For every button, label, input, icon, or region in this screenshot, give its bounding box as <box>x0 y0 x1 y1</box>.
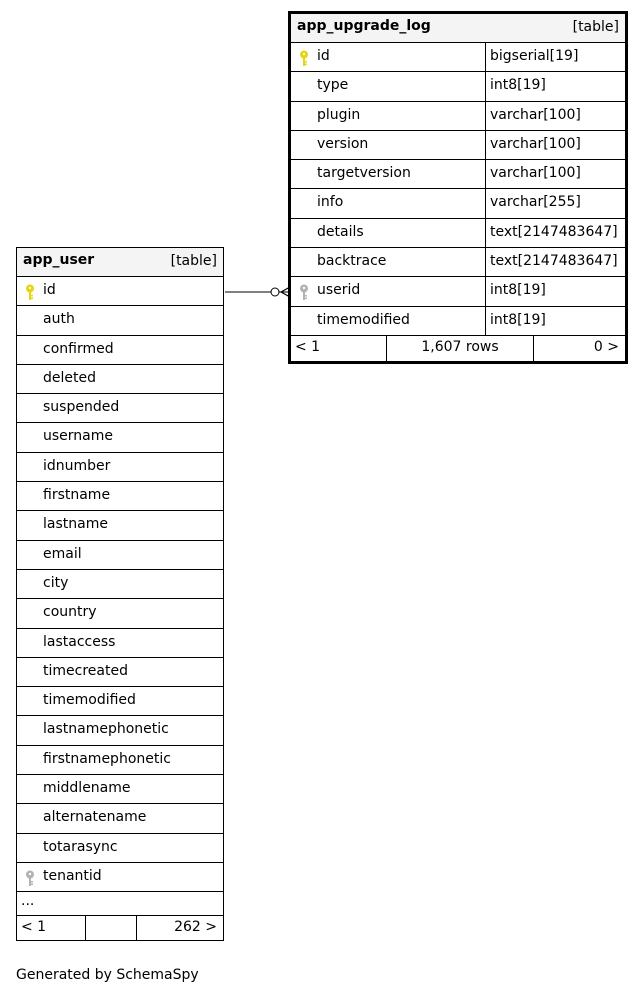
column-type: text[2147483647] <box>490 253 618 270</box>
table-footer <box>17 916 223 940</box>
column-row[interactable] <box>17 365 223 394</box>
column-name: alternatename <box>43 809 147 826</box>
column-name: plugin <box>317 106 361 123</box>
table-footer <box>291 336 625 361</box>
column-row[interactable] <box>17 306 223 335</box>
column-row[interactable] <box>17 394 223 423</box>
column-row[interactable] <box>17 277 223 306</box>
column-name: lastaccess <box>43 633 116 650</box>
column-name: city <box>43 574 69 591</box>
column-type: varchar[255] <box>490 194 581 211</box>
column-name: firstnamephonetic <box>43 750 171 767</box>
column-row[interactable] <box>17 804 223 833</box>
column-row[interactable] <box>17 658 223 687</box>
table-app-user[interactable] <box>16 247 224 941</box>
column-type: text[2147483647] <box>490 223 618 240</box>
column-type: varchar[100] <box>490 135 581 152</box>
column-row[interactable] <box>17 863 223 892</box>
column-name: middlename <box>43 780 131 797</box>
footer-divider <box>136 916 137 940</box>
column-name: lastnamephonetic <box>43 721 169 738</box>
column-row[interactable] <box>291 189 625 218</box>
column-row[interactable] <box>291 219 625 248</box>
column-name: lastname <box>43 516 108 533</box>
column-row[interactable] <box>291 131 625 160</box>
parents-count[interactable]: < 1 <box>295 338 321 355</box>
table-name[interactable]: app_user <box>23 252 95 268</box>
table-header <box>291 14 625 43</box>
column-name: tenantid <box>43 867 102 884</box>
column-row[interactable] <box>17 775 223 804</box>
column-row[interactable] <box>291 307 625 336</box>
column-row[interactable] <box>17 834 223 863</box>
column-row[interactable] <box>17 716 223 745</box>
column-name: type <box>317 77 349 94</box>
column-row[interactable] <box>17 423 223 452</box>
column-name: version <box>317 135 369 152</box>
column-row[interactable] <box>17 336 223 365</box>
column-row[interactable] <box>17 453 223 482</box>
column-name: suspended <box>43 399 120 416</box>
column-row[interactable] <box>17 541 223 570</box>
column-name: timemodified <box>43 692 136 709</box>
more-columns-row <box>17 892 223 916</box>
footer-divider <box>533 336 534 361</box>
column-name: country <box>43 604 97 621</box>
children-count[interactable]: 0 > <box>593 338 619 355</box>
table-name[interactable]: app_upgrade_log <box>297 18 431 34</box>
table-kind: [table] <box>170 253 217 269</box>
table-app-upgrade-log[interactable] <box>288 11 628 364</box>
column-name: id <box>317 48 330 64</box>
column-row[interactable] <box>291 72 625 101</box>
generated-by-label: Generated by SchemaSpy <box>16 967 199 983</box>
column-name: timemodified <box>317 311 410 328</box>
column-name: timecreated <box>43 662 128 679</box>
column-row[interactable] <box>17 511 223 540</box>
column-row[interactable] <box>291 102 625 131</box>
column-row[interactable] <box>17 746 223 775</box>
column-name: firstname <box>43 487 111 504</box>
column-name: totarasync <box>43 838 118 855</box>
column-name: idnumber <box>43 457 111 474</box>
column-row[interactable] <box>17 687 223 716</box>
foreign-key-icon <box>299 284 309 301</box>
zero-cardinality-circle <box>271 288 279 296</box>
more-columns-ellipsis: ... <box>21 893 35 910</box>
column-row[interactable] <box>291 43 625 72</box>
column-row[interactable] <box>291 160 625 189</box>
column-name: backtrace <box>317 253 387 270</box>
column-name: details <box>317 223 364 240</box>
column-name: targetversion <box>317 165 411 182</box>
row-count: 1,607 rows <box>421 338 499 355</box>
column-name: auth <box>43 311 75 328</box>
column-name: username <box>43 428 113 445</box>
column-list <box>17 277 223 892</box>
column-type: int8[19] <box>490 77 546 94</box>
column-name: userid <box>317 282 361 299</box>
table-kind: [table] <box>572 19 619 35</box>
footer-divider <box>85 916 86 940</box>
column-row[interactable] <box>17 482 223 511</box>
column-row[interactable] <box>17 570 223 599</box>
column-row[interactable] <box>17 629 223 658</box>
column-name: deleted <box>43 369 96 386</box>
column-name: id <box>43 282 56 298</box>
column-row[interactable] <box>291 277 625 306</box>
column-type: varchar[100] <box>490 165 581 182</box>
column-type: int8[19] <box>490 311 546 328</box>
column-row[interactable] <box>291 248 625 277</box>
table-header <box>17 248 223 277</box>
column-list <box>291 43 625 336</box>
column-type: int8[19] <box>490 282 546 299</box>
column-type: varchar[100] <box>490 106 581 123</box>
column-type: bigserial[19] <box>490 48 579 64</box>
column-name: email <box>43 545 82 562</box>
children-count[interactable]: 262 > <box>174 919 217 936</box>
foreign-key-icon <box>25 870 35 887</box>
primary-key-icon <box>25 284 35 301</box>
column-name: confirmed <box>43 340 114 357</box>
parents-count[interactable]: < 1 <box>21 919 47 936</box>
primary-key-icon <box>299 50 309 67</box>
column-name: info <box>317 194 344 211</box>
column-row[interactable] <box>17 599 223 628</box>
